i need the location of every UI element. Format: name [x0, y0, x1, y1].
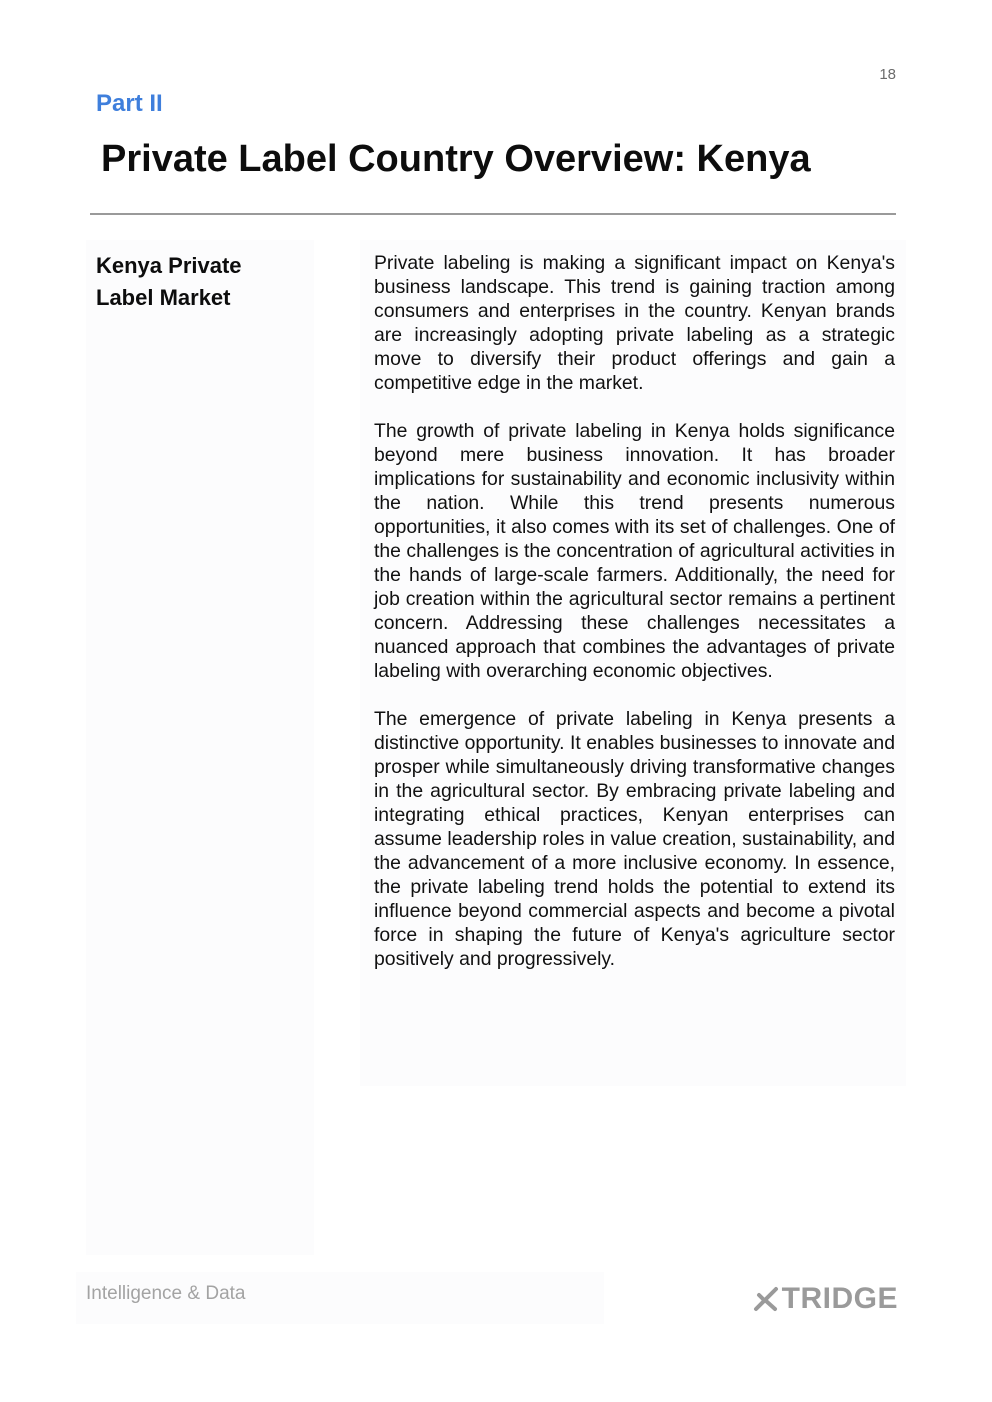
page-title: Private Label Country Overview: Kenya [101, 138, 811, 180]
body-paragraph: The growth of private labeling in Kenya holds significance beyond mere business innovation. It has broader implications for sustainability and economic inclusivity within the nation. While this trend presents numerous opportunities, it also comes with its set of challenges. One of the challenges is the concentration of agricultural activities in the hands of large-scale farmers. Additionally, the need for job creation within the agricultural sector remains a pertinent concern. Addressing these challenges necessitates a nuanced approach that combines the advantages of private labeling with overarching economic objectives. [374, 420, 895, 682]
section-heading: Kenya Private Label Market [96, 253, 242, 310]
body-paragraph: The emergence of private labeling in Kenya presents a distinctive opportunity. It enables businesses to innovate and prosper while simultaneously driving transformative changes in the agricultural sector. By embracing private labeling and integrating ethical practices, Kenyan enterprises can assume leadership roles in value creation, sustainability, and the advancement of a more inclusive economy. In essence, the private labeling trend holds the potential to extend its influence beyond commercial aspects and become a pivotal force in shaping the future of Kenya's agriculture sector positively and progressively. [374, 708, 895, 970]
tridge-logo-text: TRIDGE [781, 1282, 898, 1315]
body-paragraph: Private labeling is making a significant impact on Kenya's business landscape. This trend is gaining traction among consumers and enterprises in the country. Kenyan brands are increasingly adopting private labeling as a strategic move to diversify their product offerings and gain a competitive edge in the market. [374, 252, 895, 394]
side-panel [86, 240, 314, 1255]
title-divider [90, 213, 896, 215]
part-label: Part II [96, 90, 163, 117]
page-number: 18 [879, 66, 896, 83]
tridge-logo-icon [753, 1286, 779, 1312]
footer-label: Intelligence & Data [86, 1283, 246, 1304]
section-body [374, 251, 895, 995]
tridge-logo [750, 1282, 898, 1316]
